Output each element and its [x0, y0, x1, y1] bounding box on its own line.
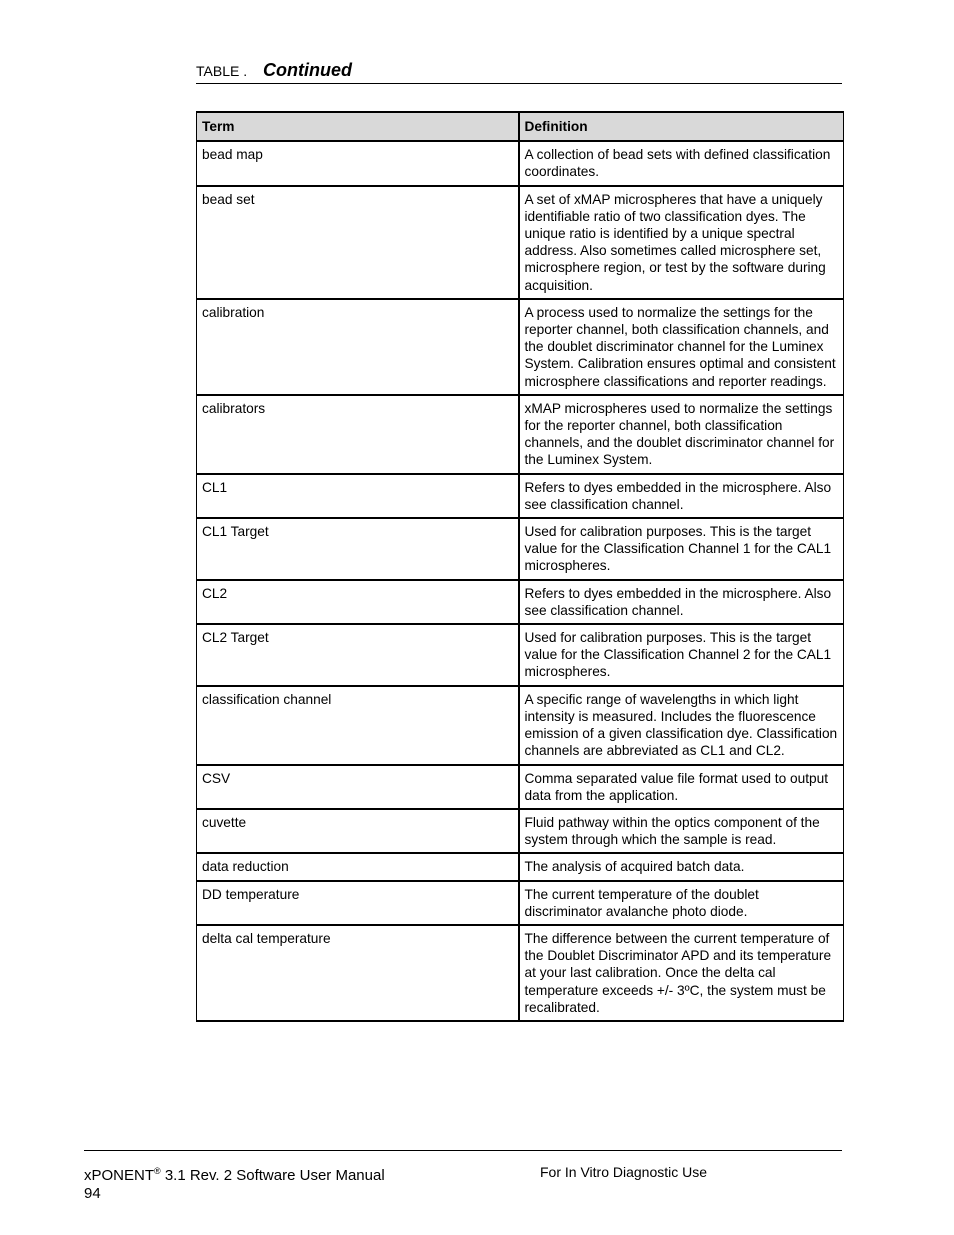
definition-cell: A specific range of wavelengths in which light intensity is measured. Includes the fluorescence emission of a given classification dye. Classification channels are abbreviated as CL1 and CL2.: [519, 686, 844, 765]
footer-use-notice: For In Vitro Diagnostic Use: [540, 1164, 708, 1180]
term-cell: delta cal temperature: [197, 925, 519, 1021]
term-cell: data reduction: [197, 853, 519, 880]
footer-divider: [84, 1150, 842, 1151]
term-cell: CSV: [197, 765, 519, 809]
table-row: [197, 624, 844, 686]
table-row: [197, 186, 844, 299]
table-row: [197, 299, 844, 395]
footer-manual-title: 3.1 Rev. 2 Software User Manual: [160, 1167, 385, 1184]
term-cell: bead set: [197, 186, 519, 299]
term-cell: calibration: [197, 299, 519, 395]
definition-cell: Used for calibration purposes. This is the target value for the Classification Channel 2 for the CAL1 microspheres.: [519, 624, 844, 686]
registered-mark: ®: [154, 1166, 161, 1176]
footer-manual-info: [84, 1162, 385, 1203]
footer-product-name: xPONENT: [84, 1167, 155, 1184]
footer-page-number: 94: [84, 1185, 101, 1202]
definition-cell: xMAP microspheres used to normalize the settings for the reporter channel, both classification channels, and the doublet discriminator channel for the Luminex System.: [519, 395, 844, 474]
term-cell: CL2 Target: [197, 624, 519, 686]
term-cell: calibrators: [197, 395, 519, 474]
definition-cell: The difference between the current temperature of the Doublet Discriminator APD and its temperature at your last calibration. Once the delta cal temperature exceeds +/- 3ºC, the system must be recalibrated.: [519, 925, 844, 1021]
term-cell: CL2: [197, 580, 519, 624]
term-cell: bead map: [197, 141, 519, 185]
page-header: [196, 60, 842, 84]
table-row: [197, 765, 844, 809]
definition-cell: The current temperature of the doublet discriminator avalanche photo diode.: [519, 881, 844, 925]
term-cell: classification channel: [197, 686, 519, 765]
definition-cell: Used for calibration purposes. This is the target value for the Classification Channel 1 for the CAL1 microspheres.: [519, 518, 844, 580]
footer-manual-title-line: [84, 1162, 385, 1185]
table-row: [197, 925, 844, 1021]
table-row: [197, 881, 844, 925]
column-header-term: Term: [197, 112, 519, 141]
definition-cell: Fluid pathway within the optics component of the system through which the sample is read.: [519, 809, 844, 853]
definition-cell: A process used to normalize the settings for the reporter channel, both classification channels, and the doublet discriminator channel for the Luminex System. Calibration ensures optimal and consistent microsphere classifications and reporter readings.: [519, 299, 844, 395]
table-row: [197, 580, 844, 624]
definition-cell: Refers to dyes embedded in the microsphere. Also see classification channel.: [519, 474, 844, 518]
term-cell: cuvette: [197, 809, 519, 853]
term-cell: DD temperature: [197, 881, 519, 925]
term-cell: CL1 Target: [197, 518, 519, 580]
glossary-body: [197, 141, 844, 1021]
table-header-row: [197, 112, 844, 141]
definition-cell: A collection of bead sets with defined classification coordinates.: [519, 141, 844, 185]
column-header-definition: Definition: [519, 112, 844, 141]
table-row: [197, 474, 844, 518]
table-row: [197, 518, 844, 580]
glossary-table: [196, 111, 844, 1022]
table-row: [197, 686, 844, 765]
table-row: [197, 141, 844, 185]
definition-cell: A set of xMAP microspheres that have a uniquely identifiable ratio of two classification dyes. The unique ratio is identified by a unique spectral address. Also sometimes called microsphere set, microsphere region, or test by the software during acquisition.: [519, 186, 844, 299]
table-row: [197, 853, 844, 880]
definition-cell: The analysis of acquired batch data.: [519, 853, 844, 880]
table-row: [197, 395, 844, 474]
table-continued-title: Continued: [263, 60, 352, 80]
definition-cell: Refers to dyes embedded in the microsphere. Also see classification channel.: [519, 580, 844, 624]
table-row: [197, 809, 844, 853]
term-cell: CL1: [197, 474, 519, 518]
table-label: TABLE .: [196, 63, 248, 79]
definition-cell: Comma separated value file format used to output data from the application.: [519, 765, 844, 809]
